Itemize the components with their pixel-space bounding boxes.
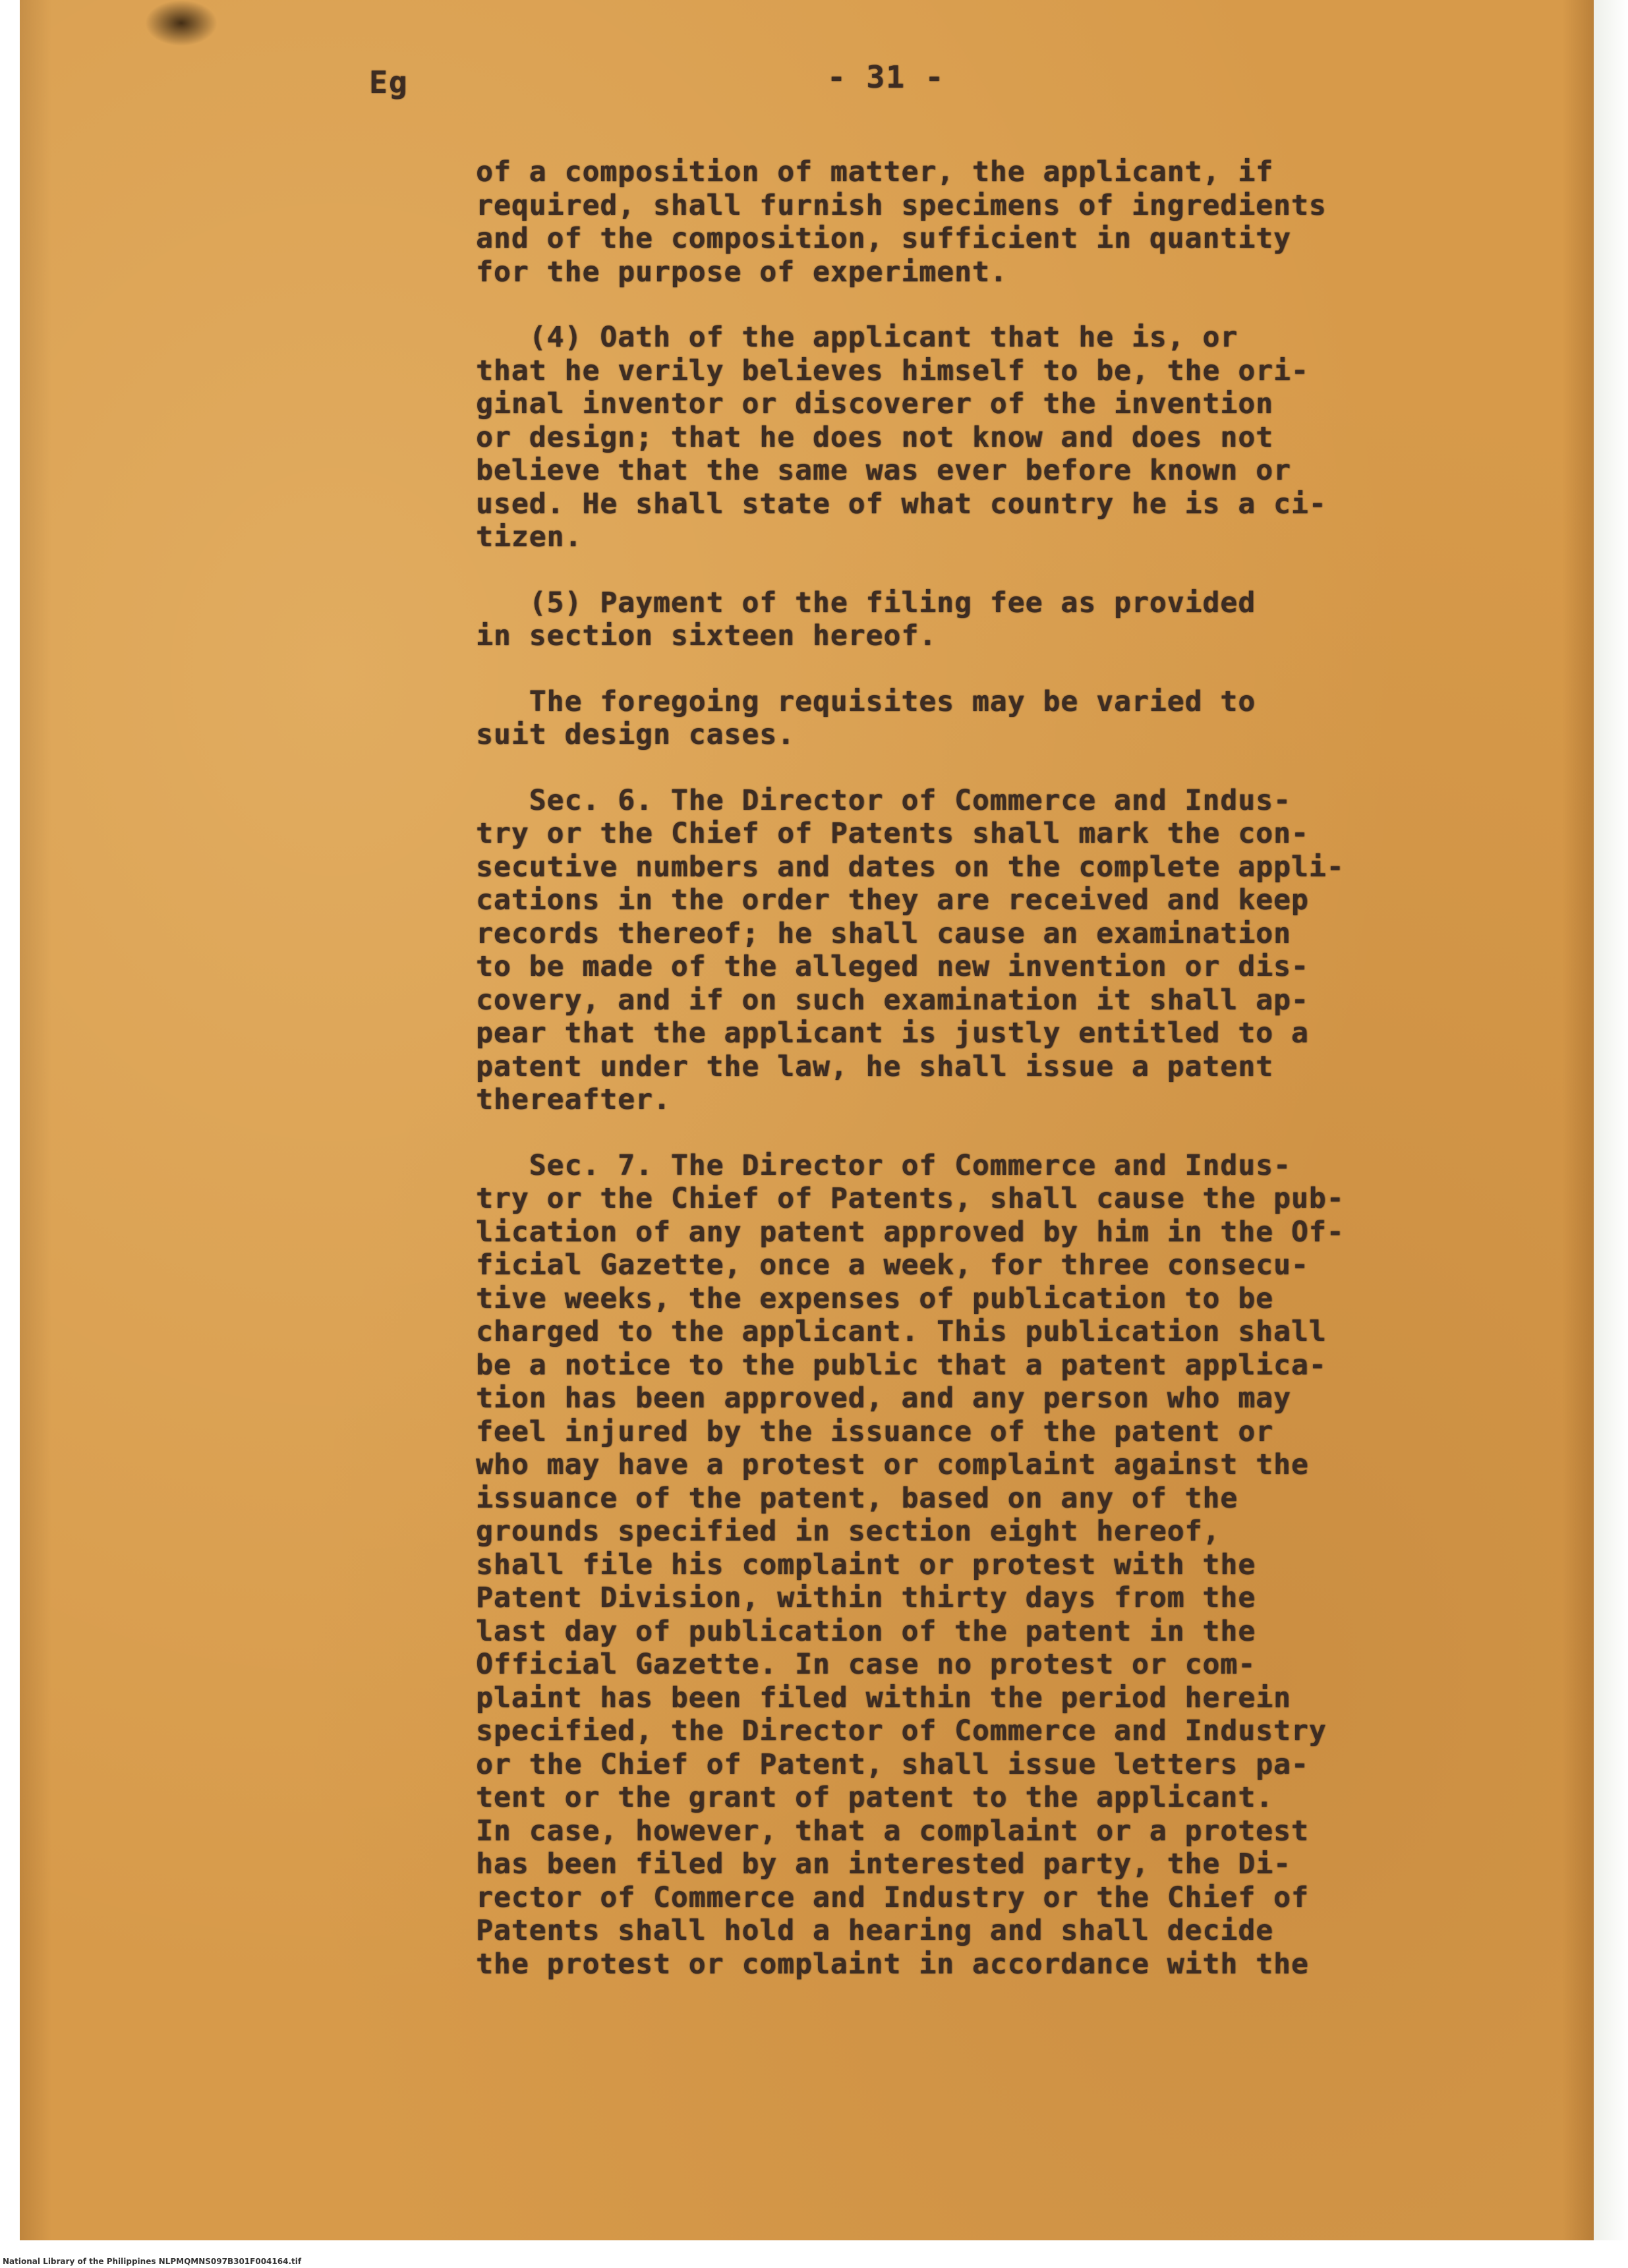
- text-line: secutive numbers and dates on the complete appli-: [476, 850, 1345, 884]
- text-line: who may have a protest or complaint against the: [476, 1448, 1309, 1481]
- text-line: records thereof; he shall cause an examination: [476, 917, 1291, 950]
- ink-stain: [145, 0, 218, 46]
- text-line: charged to the applicant. This publication shall: [476, 1315, 1327, 1348]
- text-line: and of the composition, sufficient in quantity: [476, 222, 1291, 255]
- text-line: believe that the same was ever before known or: [476, 454, 1291, 487]
- text-line: last day of publication of the patent in the: [476, 1614, 1256, 1648]
- paragraph: [476, 156, 1478, 289]
- text-line: lication of any patent approved by him in the Of-: [476, 1215, 1345, 1249]
- text-line: tion has been approved, and any person who may: [476, 1382, 1291, 1415]
- text-line: specified, the Director of Commerce and Industry: [476, 1715, 1327, 1747]
- text-line: suit design cases.: [476, 718, 795, 751]
- paragraph-sec-6: [476, 784, 1478, 1117]
- paragraph: [476, 321, 1478, 554]
- text-line: Sec. 7. The Director of Commerce and Indus-: [476, 1148, 1291, 1182]
- text-line: ficial Gazette, once a week, for three consecu-: [476, 1249, 1309, 1282]
- text-line: tent or the grant of patent to the applicant.: [476, 1781, 1273, 1814]
- text-line: Patents shall hold a hearing and shall decide: [476, 1914, 1273, 1947]
- text-line: feel injured by the issuance of the patent or: [476, 1415, 1273, 1448]
- text-line: plaint has been filed within the period herein: [476, 1681, 1291, 1715]
- text-line: required, shall furnish specimens of ingredients: [476, 188, 1327, 222]
- text-line: in section sixteen hereof.: [476, 619, 937, 652]
- text-line: shall file his complaint or protest with the: [476, 1548, 1256, 1581]
- text-line: ginal inventor or discoverer of the invention: [476, 387, 1273, 420]
- text-line: covery, and if on such examination it shall ap-: [476, 983, 1309, 1017]
- text-line: used. He shall state of what country he is a ci-: [476, 487, 1327, 521]
- text-line: The foregoing requisites may be varied to: [476, 685, 1256, 718]
- text-line: issuance of the patent, based on any of the: [476, 1481, 1238, 1515]
- text-line: (5) Payment of the filing fee as provided: [476, 586, 1256, 619]
- text-line: be a notice to the public that a patent applica-: [476, 1348, 1327, 1382]
- text-line: (4) Oath of the applicant that he is, or: [476, 321, 1238, 354]
- text-line: thereafter.: [476, 1083, 671, 1116]
- text-line: tive weeks, the expenses of publication to be: [476, 1282, 1273, 1315]
- text-line: the protest or complaint in accordance with the: [476, 1947, 1309, 1981]
- text-line: tizen.: [476, 521, 583, 553]
- text-line: try or the Chief of Patents shall mark the con-: [476, 817, 1309, 850]
- text-line: that he verily believes himself to be, the ori-: [476, 354, 1309, 387]
- text-line: pear that the applicant is justly entitled to a: [476, 1017, 1309, 1050]
- text-line: cations in the order they are received and keep: [476, 884, 1309, 917]
- paragraph: [476, 685, 1478, 752]
- text-line: or the Chief of Patent, shall issue letters pa-: [476, 1747, 1309, 1781]
- text-line: to be made of the alleged new invention or dis-: [476, 950, 1309, 983]
- text-line: Official Gazette. In case no protest or com-: [476, 1648, 1256, 1681]
- text-line: try or the Chief of Patents, shall cause the pub-: [476, 1182, 1345, 1215]
- text-line: or design; that he does not know and does not: [476, 420, 1273, 454]
- archive-credit: National Library of the Philippines NLPMQMNS097B301F004164.tif: [3, 2257, 302, 2266]
- text-line: grounds specified in section eight hereof,: [476, 1515, 1221, 1548]
- page-number: - 31 -: [827, 59, 945, 95]
- text-line: patent under the law, he shall issue a patent: [476, 1050, 1273, 1083]
- text-line: for the purpose of experiment.: [476, 255, 1008, 289]
- paragraph-sec-7: [476, 1149, 1478, 1981]
- scan-margin: [1594, 0, 1628, 2268]
- text-line: Sec. 6. The Director of Commerce and Indus-: [476, 783, 1291, 817]
- text-line: has been filed by an interested party, the Di-: [476, 1848, 1291, 1881]
- text-line: In case, however, that a complaint or a protest: [476, 1814, 1309, 1848]
- document-body: [476, 156, 1478, 1981]
- typist-initials: Eg: [369, 65, 409, 100]
- text-line: Patent Division, within thirty days from the: [476, 1581, 1256, 1614]
- text-line: rector of Commerce and Industry or the Chief of: [476, 1881, 1309, 1914]
- paragraph: [476, 586, 1478, 653]
- text-line: of a composition of matter, the applicant, if: [476, 156, 1273, 188]
